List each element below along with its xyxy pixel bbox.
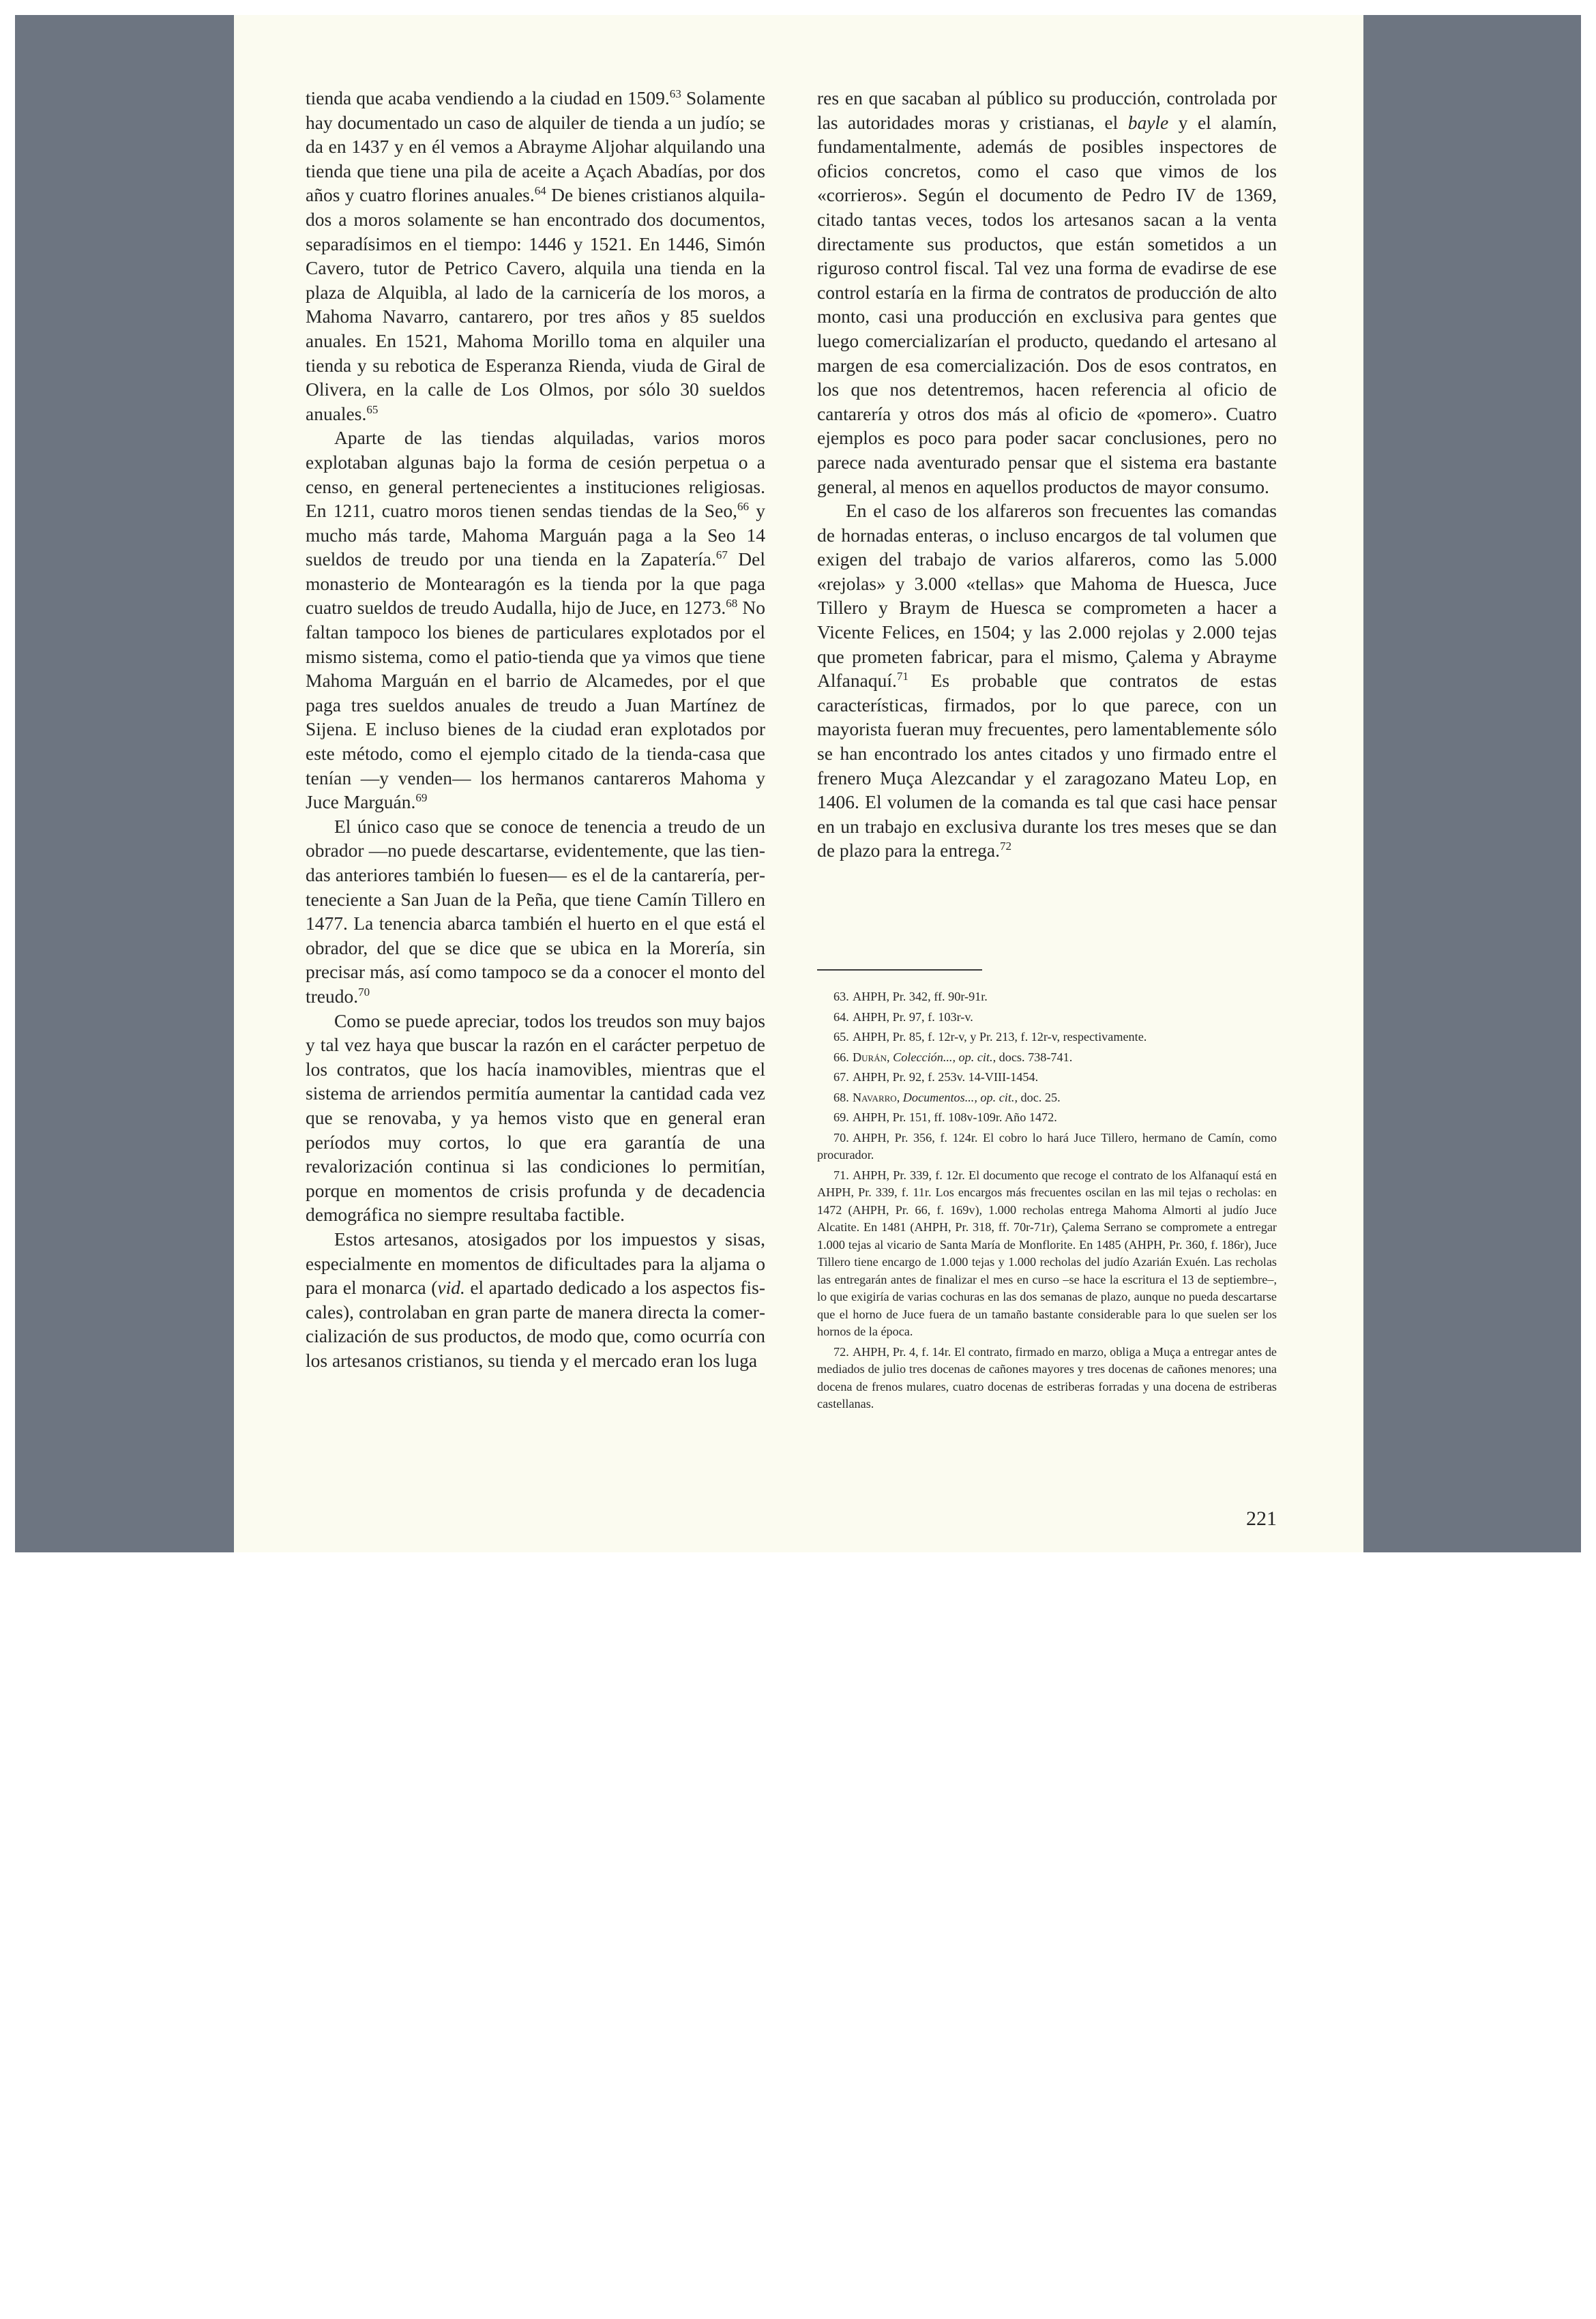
page-number: 221 (1246, 1507, 1277, 1530)
footnote-text: Durán, Colección..., op. cit., docs. 738-741. (853, 1050, 1073, 1064)
left-paragraph: Aparte de las tiendas alquiladas, varios moros explotaban algunas bajo la forma de cesión perpetua o a censo, en general pertenecientes a instituciones religiosas. En 1211, cuatro moros tienen sendas tiendas de la Seo,$^{66}$ y mucho más tarde, Mahoma Marguán paga a la Seo 14 sueldos de treudo por una tienda en la Zapatería.$^{67}$ Del monasterio de Montearagón es la tienda por la que paga cuatro sueldos de treudo Audalla, hijo de Juce, en 1273.68 No faltan tampoco los bienes de particulares explotados por el mismo sistema, como el patio-tienda que ya vimos que tiene Mahoma Marguán en el barrio de Alcamedes, por el que paga tres sueldos anuales de treudo a Juan Martínez de Sijena. E incluso bienes de la ciudad eran explotados por este método, como el ejemplo citado de la tienda-casa que tenían —y venden— los hermanos cantareros Mahoma y Juce Marguán.$^{69}$ (306, 427, 765, 813)
left-paragraph: El único caso que se conoce de tenencia a treudo de un obrador —no puede descartarse, evidentemente, que las tiendas anteriores también lo fuesen— es el de la cantarería, perteneciente a San Juan de la Peña, que tiene Camín Tillero en 1477. La tenencia abarca también el huerto en el que está el obrador, del que se dice que se ubica en la Morería, sin precisar más, así como tampoco se da a conocer el monto del treudo.$^{70}$ (306, 815, 765, 1007)
footnote (817, 1109, 1277, 1127)
footnote-text: AHPH, Pr. 356, f. 124r. El cobro lo hará Juce Tillero, hermano de Camín, como procurador. (817, 1130, 1277, 1162)
footnote (817, 988, 1277, 1006)
right-paragraph: En el caso de los alfareros son frecuentes las comandas de hornadas enteras, o incluso encargos de tal volumen que exigen del trabajo de varios alfareros, como las 5.000 «rejolas» y 3.000 «tellas» que Mahoma de Huesca, Juce Tillero y Braym de Huesca se comprometen a hacer a Vicente Felices, en 1504; y las 2.000 rejolas y 2.000 tejas que prometen fabricar, para el mismo, Çalema y Abrayme Alfanaquí.$^{71}$ Es probable que contratos de estas características, firmados, por lo que parece, con un mayorista fueran muy frecuentes, pero lamentablemente sólo se han encontrado los antes citados y uno firmado entre el frenero Muça Alezcandar y el zaragozano Mateu Lop, en 1406. El volumen de la comanda es tal que casi hace pensar en un trabajo en exclusiva durante los tres meses que se dan de plazo para la entrega.$^{72}$ (817, 500, 1277, 861)
footnote (817, 1129, 1277, 1164)
footnote (817, 1029, 1277, 1046)
footnote (817, 1089, 1277, 1107)
footnotes (817, 988, 1277, 1416)
footnote-number: 72. (833, 1344, 849, 1359)
footnote-text: AHPH, Pr. 151, ff. 108v-109r. Año 1472. (853, 1110, 1057, 1124)
footnote-text: Navarro, Documentos..., op. cit., doc. 25. (853, 1090, 1061, 1104)
left-paragraph: Como se puede apreciar, todos los treudos son muy bajos y tal vez haya que buscar la razón en el carácter perpetuo de los contratos, que los hacía inamovibles, mientras que el sistema de arriendos permitía aumentar la cantidad cada vez que se renovaba, y ya hemos visto que en general eran períodos muy cortos, lo que era garantía de una revalorización continua si las condiciones lo permitían, porque en momentos de crisis profunda y de decadencia demográfica no siempre resultaba factible. (306, 1009, 765, 1226)
footnote-number: 70. (833, 1130, 849, 1144)
footnote (817, 1167, 1277, 1341)
footnote-text: AHPH, Pr. 92, f. 253v. 14-VIII-1454. (853, 1070, 1039, 1084)
footnote-number: 64. (833, 1009, 849, 1024)
footnote-number: 68. (833, 1090, 849, 1104)
footnote (817, 1069, 1277, 1087)
left-paragraph: tienda que acaba vendiendo a la ciudad en 1509.63 Solamente hay documentado un caso de alquiler de tienda a un judío; se da en 1437 y en él vemos a Abrayme Aljohar alquilando una tienda que tiene una pila de aceite a Açach Abadías, por dos años y cuatro florines anuales.$^{64}$ De bienes cristianos alquilados a moros solamente se han encontrado dos documentos, separadísimos en el tiempo: 1446 y 1521. En 1446, Simón Cavero, tutor de Petrico Cavero, alquila una tienda en la plaza de Alquibla, al lado de la carnicería de los moros, a Mahoma Navarro, cantarero, por tres años y 85 sueldos anuales. En 1521, Mahoma Morillo toma en alquiler una tienda y su rebotica de Esperanza Rienda, viuda de Giral de Olivera, en la calle de Los Olmos, por sólo 30 sueldos anuales.$^{65}$ (306, 87, 765, 424)
footnote-text: AHPH, Pr. 4, f. 14r. El contrato, firmado en marzo, obliga a Muça a entregar antes de mediados de julio tres docenas de cañones mayores y tres docenas de cañones menores; una docena de frenos mulares, cuatro docenas de estriberas forradas y una docena de estriberas castellanas. (817, 1344, 1277, 1410)
footnote-text: AHPH, Pr. 342, ff. 90r-91r. (853, 990, 988, 1003)
footnote (817, 1344, 1277, 1413)
footnote-number: 69. (833, 1110, 849, 1124)
footnote (817, 1009, 1277, 1026)
right-paragraph: res en que sacaban al público su producción, controlada por las autoridades moras y cristianas, el bayle y el alamín, fundamentalmente, además de posibles inspectores de oficios concretos, como el caso que vimos de los «corrieros». Según el documento de Pedro IV de 1369, citado tantas veces, todos los artesanos sacan a la venta directamente sus productos, que están sometidos a un riguroso control fiscal. Tal vez una forma de evadirse de ese control estaría en la firma de contratos de producción de alto monto, casi una producción en exclusiva para gentes que luego comercializarían el producto, quedando el artesano al margen de esa comercialización. Dos de esos contratos, en los que nos detentremos, hacen referencia al oficio de cantarería y otros dos más al oficio de «pomero». Cuatro ejemplos es poco para poder sacar conclusiones, pero no parece nada aventurado pensar que el sistema era bastante general, al menos en aquellos productos de mayor consumo. (817, 87, 1277, 497)
footnote-number: 67. (833, 1070, 849, 1084)
footnote-text: AHPH, Pr. 339, f. 12r. El documento que recoge el contrato de los Alfanaquí está en AHPH, Pr. 339, f. 11r. Los encargos más frecuentes oscilan en las mil tejas o recholas: en 1472 (AHPH, Pr. 66, f. 169v), 1.000 recholas entrega Mahoma Almorti al judío Juce Alcatite. En 1481 (AHPH, Pr. 318, ff. 70r-71r), Çalema Serrano se compromete a entregar 1.000 tejas al vicario de Santa María de Monflorite. En 1485 (AHPH, Pr. 360, f. 186r), Juce Tillero tiene encargo de 1.000 tejas y 1.000 recholas del judío Azarián Exuén. Las recholas las entregarán antes de finalizar el mes en curso –se hace la escritura el 13 de septiembre–, lo que exigiría de varias cochuras en las dos semanas de plazo, aunque no pueda descartarse que el horno de Juce fuera de un tamaño bastante considerable para lo que suelen ser los hornos de la época. (817, 1168, 1277, 1338)
footnote-separator (817, 969, 982, 971)
footnote-number: 63. (833, 990, 849, 1003)
footnote-text: AHPH, Pr. 85, f. 12r-v, y Pr. 213, f. 12r-v, respectivamente. (853, 1030, 1147, 1044)
footnote-number: 71. (833, 1168, 849, 1182)
book-page (234, 15, 1363, 1552)
left-paragraph: Estos artesanos, atosigados por los impuestos y sisas, especialmente en momentos de dificultades para la aljama o para el monarca (vid. el apartado dedicado a los aspectos fiscales), controlaban en gran parte de manera directa la comercialización de sus productos, de modo que, como ocurría con los artesanos cristianos, su tienda y el mercado eran los luga (306, 1228, 765, 1371)
footnote-number: 66. (833, 1050, 849, 1064)
footnote-number: 65. (833, 1030, 849, 1044)
footnote-text: AHPH, Pr. 97, f. 103r-v. (853, 1009, 973, 1024)
footnote (817, 1049, 1277, 1067)
right-text-column (817, 86, 1277, 863)
left-text-column (306, 86, 765, 1372)
